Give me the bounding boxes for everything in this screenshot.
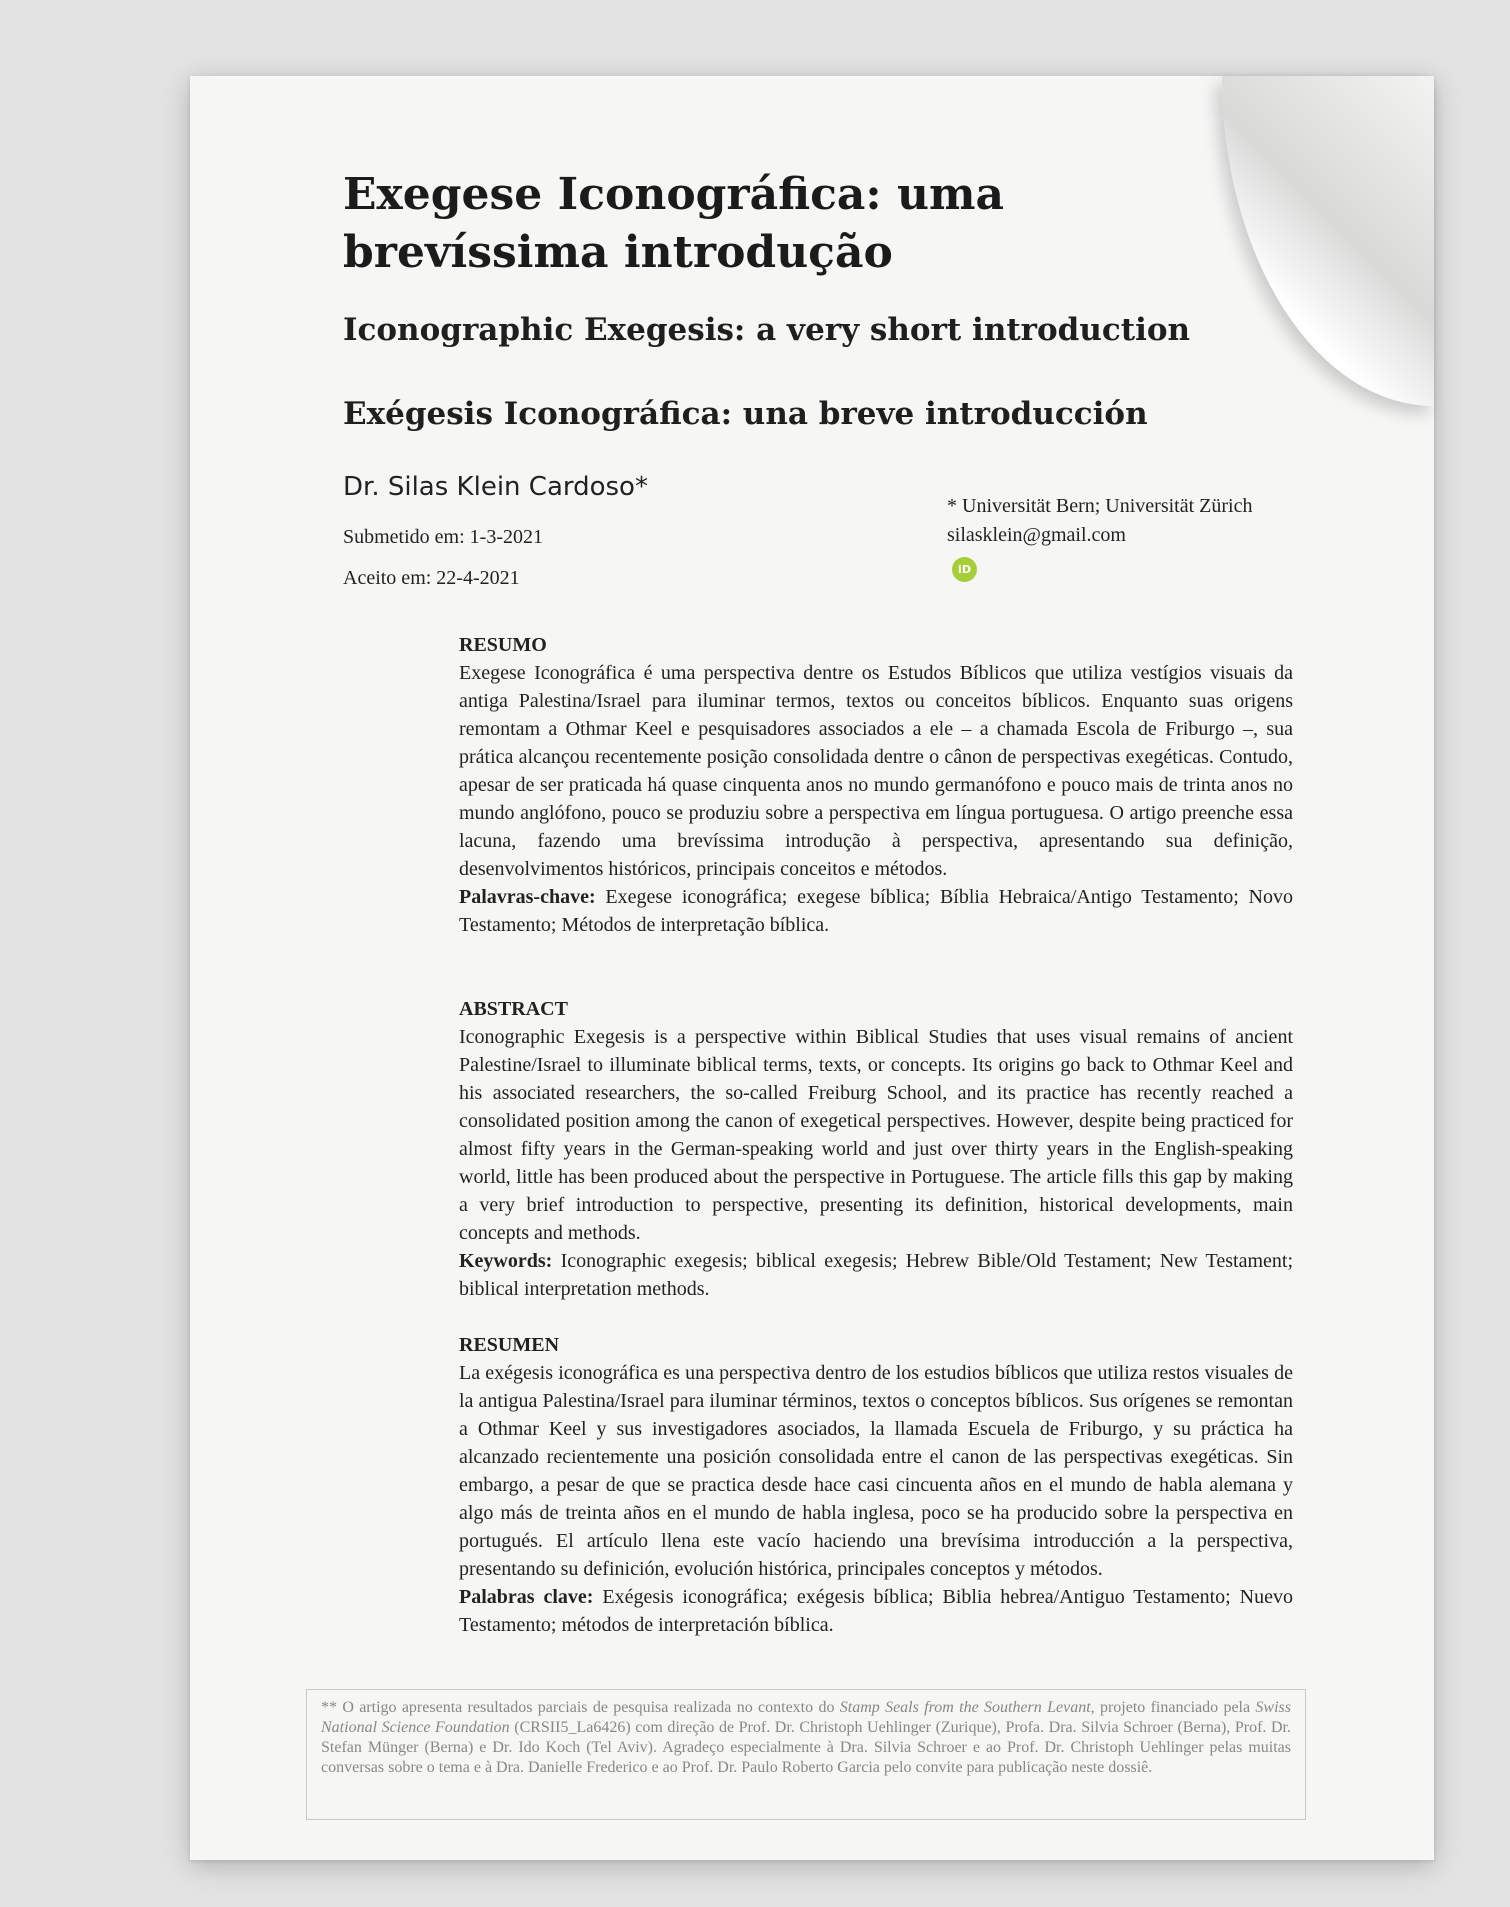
subtitle-spanish: Exégesis Iconográfica: una breve introducción xyxy=(343,396,1148,432)
author-name: Dr. Silas Klein Cardoso* xyxy=(343,472,648,502)
resumo-section xyxy=(459,631,1293,939)
resumen-body: La exégesis iconográfica es una perspectiva dentro de los estudios bíblicos que utiliza restos visuales de la antigua Palestina/Israel para iluminar términos, textos o conceptos bíblicos. Sus orígenes se remontan a Othmar Keel y sus investigadores asociados, la llamada Escuela de Friburgo, y su práctica ha alcanzado recientemente una posición consolidada entre el canon de las perspectivas exegéticas. Sin embargo, a pesar de que se practica desde hace casi cincuenta años en el mundo de habla alemana y algo más de treinta años en el mundo de habla inglesa, poco se ha producido sobre la perspectiva en portugués. El artículo llena este vacío haciendo una brevísima introducción a la perspectiva, presentando su definición, evolución histórica, principales conceptos y métodos. xyxy=(459,1362,1293,1580)
resumo-heading: RESUMO xyxy=(459,634,547,656)
subtitle-english: Iconographic Exegesis: a very short introduction xyxy=(343,312,1191,348)
abstract-keywords xyxy=(459,1247,1293,1303)
abstract-heading: ABSTRACT xyxy=(459,998,568,1020)
affiliation: * Universität Bern; Universität Zürich xyxy=(947,495,1253,517)
footnote-project: Stamp Seals from the Southern Levant, xyxy=(839,1699,1095,1716)
orcid-icon[interactable]: iD xyxy=(952,557,977,582)
abstract-section xyxy=(459,995,1293,1303)
accepted-date: Aceito em: 22-4-2021 xyxy=(343,567,520,589)
submitted-date: Submetido em: 1-3-2021 xyxy=(343,526,543,548)
abstract-keywords-label: Keywords: xyxy=(459,1250,553,1272)
resumo-keywords-text: Exegese iconográfica; exegese bíblica; Bíblia Hebraica/Antigo Testamento; Novo Testamento; Métodos de interpretação bíblica. xyxy=(459,886,1293,936)
footnote-part2: projeto financiado pela xyxy=(1094,1699,1256,1716)
abstract-keywords-text: Iconographic exegesis; biblical exegesis; Hebrew Bible/Old Testament; New Testament; biblical interpretation methods. xyxy=(459,1250,1294,1300)
footnote-funder: Swiss National Science Foundation xyxy=(321,1699,1291,1736)
footnote-part1: ** O artigo apresenta resultados parciais de pesquisa realizada no contexto do xyxy=(321,1699,840,1716)
resumen-section xyxy=(459,1331,1293,1639)
author-email[interactable]: silasklein@gmail.com xyxy=(947,524,1126,546)
article-title: Exegese Iconográfica: uma brevíssima introdução xyxy=(343,169,1005,278)
resumo-keywords-label: Palavras-chave: xyxy=(459,886,596,908)
resumen-keywords-text: Exégesis iconográfica; exégesis bíblica; Biblia hebrea/Antiguo Testamento; Nuevo Testamento; métodos de interpretación bíblica. xyxy=(459,1586,1293,1636)
footnote-box xyxy=(306,1689,1306,1820)
resumen-heading: RESUMEN xyxy=(459,1334,560,1356)
footnote-part3: (CRSII5_La6426) com direção de Prof. Dr. Christoph Uehlinger (Zurique), Profa. Dra. Silvia Schroer (Berna), Prof. Dr. Stefan Münger (Berna) e Dr. Ido Koch (Tel Aviv). Agradeço especialmente à Dra. Silvia Schroer e ao Prof. Dr. Christoph Uehlinger pelas muitas conversas sobre o tema e à Dra. Danielle Frederico e ao Prof. Dr. Paulo Roberto Garcia pelo convite para publicação neste dossiê. xyxy=(321,1719,1291,1776)
resumen-keywords xyxy=(459,1583,1293,1639)
resumo-body: Exegese Iconográfica é uma perspectiva dentre os Estudos Bíblicos que utiliza vestígios visuais da antiga Palestina/Israel para iluminar termos, textos ou conceitos bíblicos. Enquanto suas origens remontam a Othmar Keel e pesquisadores associados a ele – a chamada Escola de Friburgo –, sua prática alcançou recentemente posição consolidada dentre o cânon de perspectivas exegéticas. Contudo, apesar de ser praticada há quase cinquenta anos no mundo germanófono e pouco mais de trinta anos no mundo anglófono, pouco se produziu sobre a perspectiva em língua portuguesa. O artigo preenche essa lacuna, fazendo uma brevíssima introdução à perspectiva, apresentando sua definição, desenvolvimentos históricos, principais conceitos e métodos. xyxy=(459,662,1293,880)
resumen-keywords-label: Palabras clave: xyxy=(459,1586,594,1608)
abstract-body: Iconographic Exegesis is a perspective within Biblical Studies that uses visual remains of ancient Palestine/Israel to illuminate biblical terms, texts, or concepts. Its origins go back to Othmar Keel and his associated researchers, the so-called Freiburg School, and its practice has recently reached a consolidated position among the canon of exegetical perspectives. However, despite being practiced for almost fifty years in the German-speaking world and just over thirty years in the English-speaking world, little has been produced about the perspective in Portuguese. The article fills this gap by making a very brief introduction to perspective, presenting its definition, historical developments, main concepts and methods. xyxy=(459,1026,1293,1244)
resumo-keywords xyxy=(459,883,1293,939)
